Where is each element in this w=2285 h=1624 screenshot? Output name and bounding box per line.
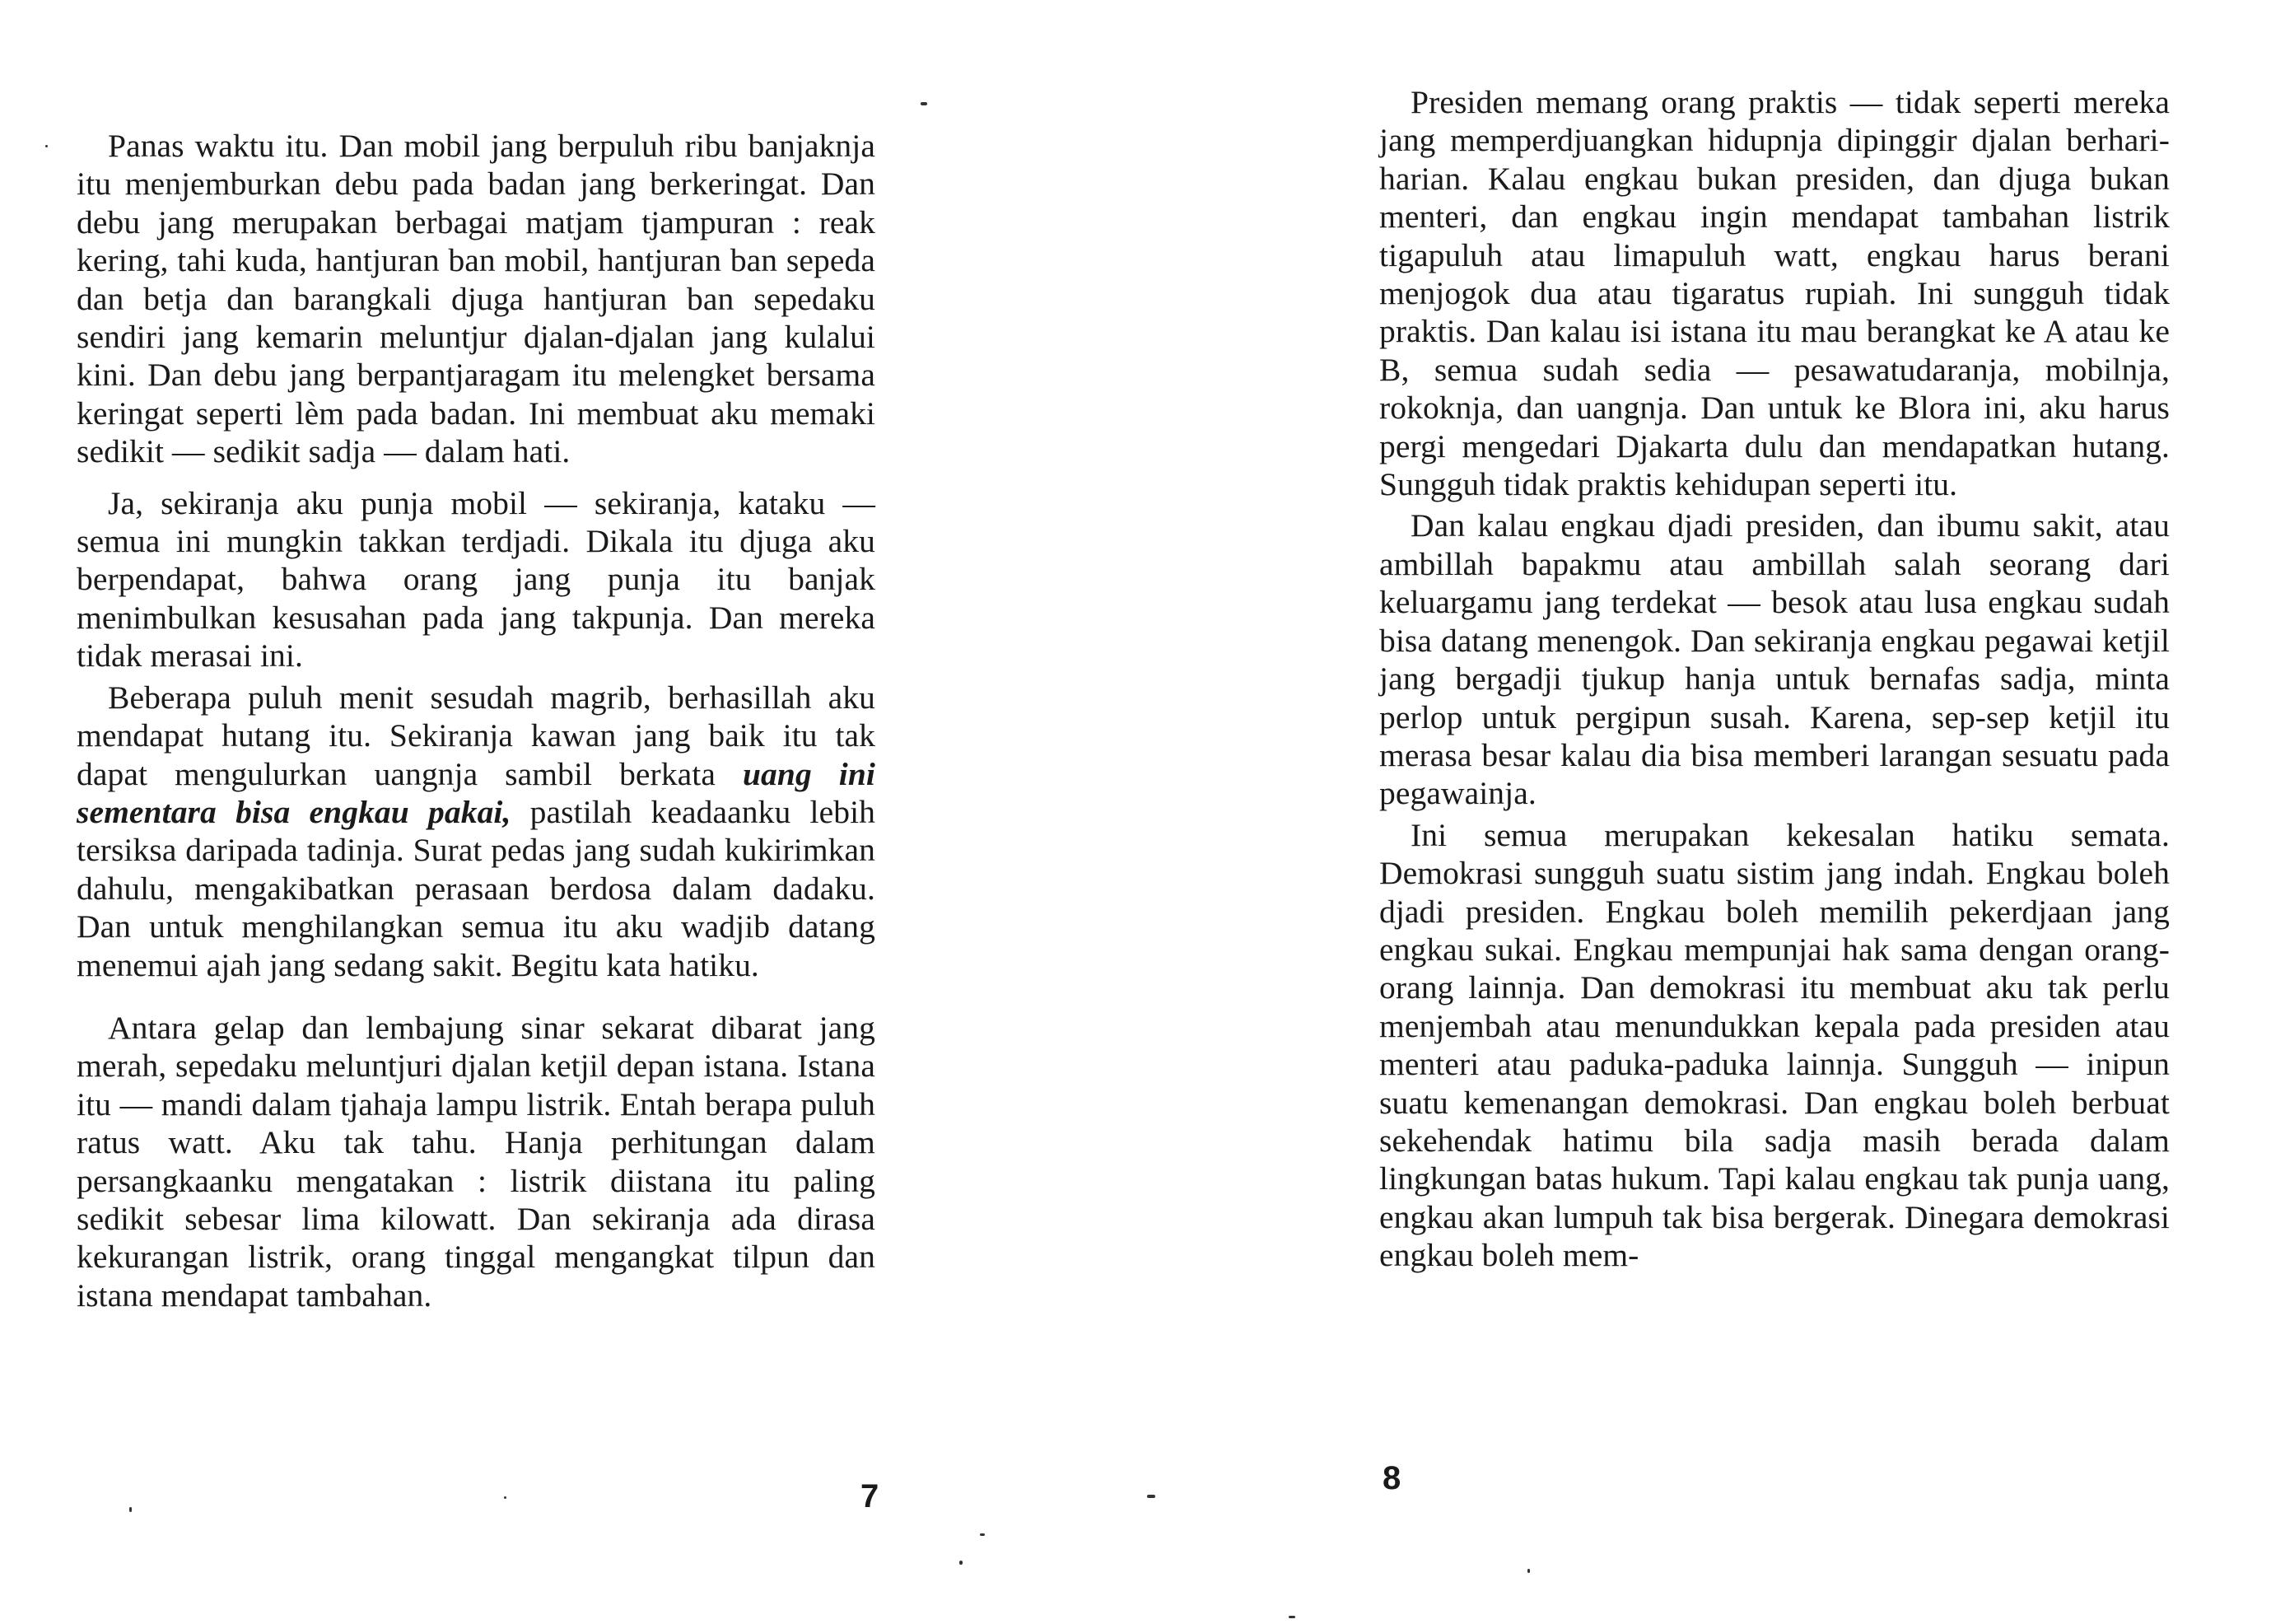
paragraph	[77, 679, 875, 984]
scan-speck	[1289, 1616, 1295, 1618]
paragraph: Panas waktu itu. Dan mobil jang berpuluh ribu banjaknja itu menjemburkan debu pada badan jang berkeringat. Dan debu jang merupakan berbagai matjam tjampuran : reak kering, tahi kuda, hantjuran ban mobil, hantjuran ban sepeda dan betja dan barangkali djuga hantjuran ban sepedaku sendiri jang kemarin meluntjur djalan-djalan jang kulalui kini. Dan debu jang berpantjaragam itu melengket bersama keringat seperti lèm pada badan. Ini membuat aku memaki sedikit — sedikit sadja — dalam hati.	[77, 128, 875, 470]
scan-speck	[1527, 1569, 1530, 1573]
paragraph: Antara gelap dan lembajung sinar sekarat dibarat jang merah, sepedaku meluntjuri djalan ketjil depan istana. Istana itu — mandi dalam tjahaja lampu listrik. Entah berapa puluh ratus watt. Aku tak tahu. Hanja perhitungan dalam persangkaanku mengatakan : listrik diistana itu paling sedikit sebesar lima kilowatt. Dan sekiranja ada dirasa kekurangan listrik, orang tinggal mengangkat tilpun dan istana mendapat tambahan.	[77, 1009, 875, 1314]
paragraph: Presiden memang orang praktis — tidak seperti mereka jang memperdjuangkan hidupnja dipinggir djalan berhari-harian. Kalau engkau bukan presiden, dan djuga bukan menteri, dan engkau ingin mendapat tambahan listrik tigapuluh atau limapuluh watt, engkau harus berani menjogok dua atau tigaratus rupiah. Ini sungguh tidak praktis. Dan kalau isi istana itu mau berangkat ke A atau ke B, semua sudah sedia — pesawatudaranja, mobilnja, rokoknja, dan uangnja. Dan untuk ke Blora ini, aku harus pergi mengedari Djakarta dulu dan mendapatkan hutang. Sungguh tidak praktis kehidupan seperti itu.	[1379, 84, 2170, 503]
scan-speck	[504, 1496, 506, 1499]
scan-speck	[959, 1561, 963, 1565]
paragraph: Ja, sekiranja aku punja mobil — sekiranja, kataku — semua ini mungkin takkan terdjadi. Dikala itu djuga aku berpendapat, bahwa orang jang punja itu banjak menimbulkan kesusahan pada jang takpunja. Dan mereka tidak merasai ini.	[77, 484, 875, 674]
paragraph: Dan kalau engkau djadi presiden, dan ibumu sakit, atau ambillah bapakmu atau ambillah salah seorang dari keluargamu jang terdekat — besok atau lusa engkau sudah bisa datang menengok. Dan sekiranja engkau pegawai ketjil jang bergadji tjukup hanja untuk bernafas sadja, minta perlop untuk pergipun susah. Karena, sep-sep ketjil itu merasa besar kalau dia bisa memberi larangan sesuatu pada pegawainja.	[1379, 507, 2170, 812]
left-page	[0, 0, 1142, 1624]
page-number: 8	[1383, 1460, 1401, 1496]
scan-speck	[1147, 1495, 1155, 1498]
scan-speck	[45, 145, 48, 147]
paragraph-text: pastilah keadaanku lebih tersiksa daripada tadinja. Surat pedas jang sudah kukirimkan dahulu, mengakibatkan perasaan berdosa dalam dadaku. Dan untuk menghilangkan semua itu aku wadjib datang menemui ajah jang sedang sakit. Begitu kata hatiku.	[77, 793, 875, 983]
right-page	[1142, 0, 2285, 1624]
scan-speck	[129, 1507, 132, 1512]
right-text-column	[1379, 83, 2170, 1275]
italic-quote: uang ini sementara bisa engkau pakai,	[77, 755, 875, 830]
page-number: 7	[860, 1478, 879, 1514]
paragraph: Ini semua merupakan kekesalan hatiku semata. Demokrasi sungguh suatu sistim jang indah. Engkau boleh djadi presiden. Engkau boleh memilih pekerdjaan jang engkau sukai. Engkau mempunjai hak sama dengan orang-orang lainnja. Dan demokrasi itu membuat aku tak perlu menjembah atau menundukkan kepala pada presiden atau menteri atau paduka-paduka lainnja. Sungguh — inipun suatu kemenangan demokrasi. Dan engkau boleh berbuat sekehendak hatimu bila sadja masih berada dalam lingkungan batas hukum. Tapi kalau engkau tak punja uang, engkau akan lumpuh tak bisa bergerak. Dinegara demokrasi engkau boleh mem-	[1379, 816, 2170, 1274]
left-text-column	[77, 127, 875, 1314]
scan-speck	[980, 1533, 985, 1536]
paragraph-text: Beberapa puluh menit sesudah magrib, berhasillah aku mendapat hutang itu. Sekiranja kawan jang baik itu tak dapat mengulurkan uangnja sambil berkata	[77, 679, 875, 792]
scan-speck	[921, 102, 927, 105]
